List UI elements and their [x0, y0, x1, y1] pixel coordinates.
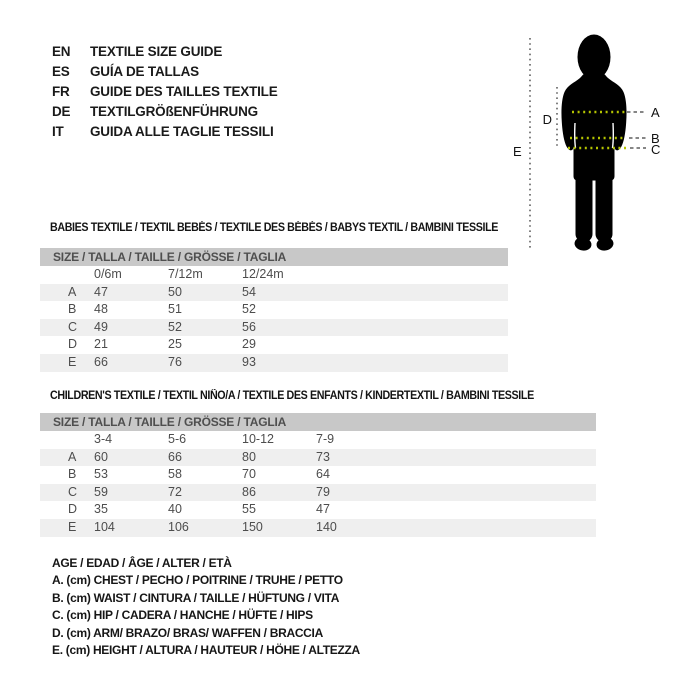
size-header-bar: SIZE / TALLA / TAILLE / GRÖSSE / TAGLIA	[40, 248, 508, 266]
column-header-cell: 5-6	[168, 432, 187, 446]
lang-title: TEXTILE SIZE GUIDE	[90, 44, 223, 59]
size-value-cell: 21	[94, 337, 108, 352]
size-value-cell: 50	[168, 284, 182, 299]
lang-title: GUIDA ALLE TAGLIE TESSILI	[90, 124, 274, 139]
size-value-cell: 80	[242, 449, 256, 464]
row-label-cell: D	[68, 502, 78, 517]
lang-title: GUIDE DES TAILLES TEXTILE	[90, 84, 278, 99]
column-header-cell: 0/6m	[94, 267, 122, 281]
row-label-cell: B	[68, 302, 77, 317]
size-value-cell: 59	[94, 484, 108, 499]
size-value-cell: 56	[242, 319, 256, 334]
size-value-cell: 35	[94, 502, 108, 517]
size-value-cell: 29	[242, 337, 256, 352]
size-value-cell: 58	[168, 467, 182, 482]
row-label-cell: A	[68, 449, 77, 464]
size-value-cell: 93	[242, 354, 256, 369]
babies-size-table	[40, 248, 508, 372]
table-row	[40, 466, 596, 484]
size-value-cell: 66	[94, 354, 108, 369]
label-arm: D	[542, 112, 552, 127]
table-row	[40, 501, 596, 519]
size-value-cell: 106	[168, 519, 189, 534]
size-value-cell: 48	[94, 302, 108, 317]
lang-row-en	[52, 42, 278, 62]
row-label-cell: C	[68, 319, 78, 334]
lang-row-de	[52, 102, 278, 122]
children-table-title: CHILDREN'S TEXTILE / TEXTIL NIÑO/A / TEXTILE DES ENFANTS / KINDERTEXTIL / BAMBINI TESSILE	[50, 390, 534, 402]
size-value-cell: 70	[242, 467, 256, 482]
size-value-cell: 86	[242, 484, 256, 499]
size-value-cell: 51	[168, 302, 182, 317]
lang-code: IT	[52, 124, 64, 139]
size-value-cell: 64	[316, 467, 330, 482]
size-value-cell: 104	[94, 519, 115, 534]
legend-waist: B. (cm) WAIST / CINTURA / TAILLE / HÜFTUNG / VITA	[52, 590, 340, 605]
row-label-cell	[40, 266, 84, 284]
size-value-cell: 25	[168, 337, 182, 352]
row-label-cell: C	[68, 484, 78, 499]
column-header-cell: 10-12	[242, 432, 274, 446]
size-value-cell: 72	[168, 484, 182, 499]
size-value-cell: 53	[94, 467, 108, 482]
row-label-cell: A	[68, 284, 77, 299]
row-label-cell: B	[68, 467, 77, 482]
size-value-cell: 66	[168, 449, 182, 464]
table-row	[40, 336, 508, 354]
label-chest: A	[651, 105, 660, 120]
legend-height: E. (cm) HEIGHT / ALTURA / HAUTEUR / HÖHE / ALTEZZA	[52, 642, 360, 657]
table-row	[40, 354, 508, 372]
size-header-bar: SIZE / TALLA / TAILLE / GRÖSSE / TAGLIA	[40, 413, 596, 431]
language-title-block	[52, 42, 278, 142]
children-size-table	[40, 413, 596, 537]
column-header-row	[40, 431, 596, 449]
size-value-cell: 40	[168, 502, 182, 517]
lang-code: DE	[52, 104, 71, 119]
row-label-cell: E	[68, 519, 77, 534]
left-arm-separator	[575, 123, 576, 148]
size-value-cell: 49	[94, 319, 108, 334]
lang-row-fr	[52, 82, 278, 102]
size-value-cell: 55	[242, 502, 256, 517]
child-measurement-diagram	[495, 25, 680, 260]
column-header-cell: 7-9	[316, 432, 335, 446]
measurement-legend	[52, 555, 360, 659]
table-row	[40, 484, 596, 502]
toddler-silhouette	[561, 35, 626, 252]
lang-title: TEXTILGRÖßENFÜHRUNG	[90, 104, 258, 119]
lang-code: FR	[52, 84, 70, 99]
label-waist: B	[651, 131, 660, 146]
column-header-cell: 7/12m	[168, 267, 203, 281]
size-value-cell: 60	[94, 449, 108, 464]
row-label-cell: D	[68, 337, 78, 352]
size-value-cell: 79	[316, 484, 330, 499]
right-arm-separator	[613, 123, 614, 148]
size-value-cell: 52	[168, 319, 182, 334]
size-value-cell: 47	[94, 284, 108, 299]
lang-code: ES	[52, 64, 70, 79]
row-label-cell: E	[68, 354, 77, 369]
size-value-cell: 47	[316, 502, 330, 517]
label-height: E	[513, 144, 522, 159]
legend-hip: C. (cm) HIP / CADERA / HANCHE / HÜFTE / HIPS	[52, 608, 313, 623]
label-hip: C	[651, 142, 661, 157]
column-header-row	[40, 266, 508, 284]
row-label-cell	[40, 431, 84, 449]
size-value-cell: 150	[242, 519, 263, 534]
column-header-cell: 12/24m	[242, 267, 284, 281]
legend-age: AGE / EDAD / ÂGE / ALTER / ETÀ	[52, 556, 232, 570]
size-value-cell: 54	[242, 284, 256, 299]
lang-title: GUÍA DE TALLAS	[90, 64, 199, 79]
lang-row-it	[52, 122, 278, 142]
table-row	[40, 519, 596, 537]
table-row	[40, 284, 508, 302]
legend-arm: D. (cm) ARM/ BRAZO/ BRAS/ WAFFEN / BRACCIA	[52, 625, 323, 640]
table-row	[40, 449, 596, 467]
legend-chest: A. (cm) CHEST / PECHO / POITRINE / TRUHE / PETTO	[52, 573, 343, 588]
size-value-cell: 76	[168, 354, 182, 369]
lang-code: EN	[52, 44, 71, 59]
table-row	[40, 301, 508, 319]
lang-row-es	[52, 62, 278, 82]
child-silhouette-icon	[495, 25, 680, 260]
table-row	[40, 319, 508, 337]
size-value-cell: 73	[316, 449, 330, 464]
size-value-cell: 52	[242, 302, 256, 317]
size-value-cell: 140	[316, 519, 337, 534]
column-header-cell: 3-4	[94, 432, 113, 446]
babies-table-title: BABIES TEXTILE / TEXTIL BEBÉS / TEXTILE DES BÉBÉS / BABYS TEXTIL / BAMBINI TESSILE	[50, 222, 499, 234]
